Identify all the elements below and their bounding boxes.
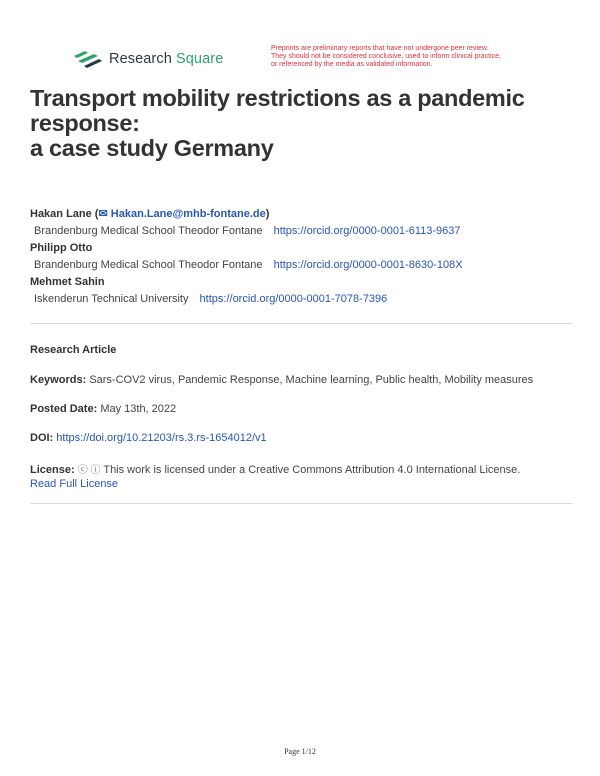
notice-line: They should not be considered conclusive, used to inform clinical practice, xyxy=(271,53,501,60)
research-square-logo[interactable] xyxy=(74,48,223,70)
posted-date-label: Posted Date: xyxy=(30,403,98,415)
author-name xyxy=(30,274,580,291)
doi-label: DOI: xyxy=(30,432,54,444)
affiliation-text: Brandenburg Medical School Theodor Fontane xyxy=(34,225,263,237)
research-square-logo-icon xyxy=(74,48,102,70)
orcid-link[interactable]: https://orcid.org/0000-0001-8630-108X xyxy=(273,259,463,271)
cc-by-icon[interactable]: ⓒ ⓘ xyxy=(77,465,101,476)
read-full-license-link[interactable]: Read Full License xyxy=(30,478,119,490)
affiliation-text: Iskenderun Technical University xyxy=(34,293,189,305)
email-text: Hakan.Lane@mhb-fontane.de xyxy=(110,208,266,220)
posted-date xyxy=(30,403,176,415)
doi-link[interactable]: https://doi.org/10.21203/rs.3.rs-1654012/v1 xyxy=(56,432,267,444)
keywords-text: Sars-COV2 virus, Pandemic Response, Machine learning, Public health, Mobility measures xyxy=(89,374,534,386)
paper-title xyxy=(30,86,550,161)
doi xyxy=(30,432,267,444)
divider xyxy=(30,323,573,324)
article-type xyxy=(30,344,116,356)
notice-line: Preprints are preliminary reports that have not undergone peer review. xyxy=(271,45,489,52)
author-list xyxy=(30,206,580,308)
preprint-notice xyxy=(271,45,541,69)
logo-research: Research xyxy=(109,51,172,67)
read-license xyxy=(30,478,118,490)
author-name: Hakan Lane (✉ Hakan.Lane@mhb-fontane.de) xyxy=(30,208,270,220)
author-affiliation xyxy=(30,291,580,308)
logo-text xyxy=(109,51,223,67)
orcid-link[interactable]: https://orcid.org/0000-0001-7078-7396 xyxy=(199,293,388,305)
page-number: Page 1/12 xyxy=(284,747,316,756)
license-label: License: xyxy=(30,464,75,476)
author-name-text: Philipp Otto xyxy=(30,242,93,254)
title-line: Transport mobility restrictions as a pandemic xyxy=(30,85,525,111)
envelope-icon: ✉ xyxy=(98,208,108,220)
affiliation-text: Brandenburg Medical School Theodor Fontane xyxy=(34,259,263,271)
notice-line: or referenced by the media as validated information. xyxy=(271,61,433,68)
posted-date-value: May 13th, 2022 xyxy=(100,403,177,415)
logo-square: Square xyxy=(176,51,224,67)
author-name xyxy=(30,240,580,257)
article-type-text: Research Article xyxy=(30,344,117,356)
keywords-label: Keywords: xyxy=(30,374,87,386)
keywords xyxy=(30,374,533,386)
email-link[interactable] xyxy=(98,208,265,220)
title-line: response: xyxy=(30,110,140,136)
author-name-text: Mehmet Sahin xyxy=(30,276,105,288)
divider xyxy=(30,503,573,504)
title-line: a case study Germany xyxy=(30,135,274,161)
author-affiliation xyxy=(30,223,580,240)
author-name-text: Hakan Lane xyxy=(30,208,92,220)
author-affiliation xyxy=(30,257,580,274)
orcid-link[interactable]: https://orcid.org/0000-0001-6113-9637 xyxy=(273,225,461,237)
license xyxy=(30,461,520,476)
license-text: This work is licensed under a Creative Commons Attribution 4.0 International License. xyxy=(103,464,521,476)
